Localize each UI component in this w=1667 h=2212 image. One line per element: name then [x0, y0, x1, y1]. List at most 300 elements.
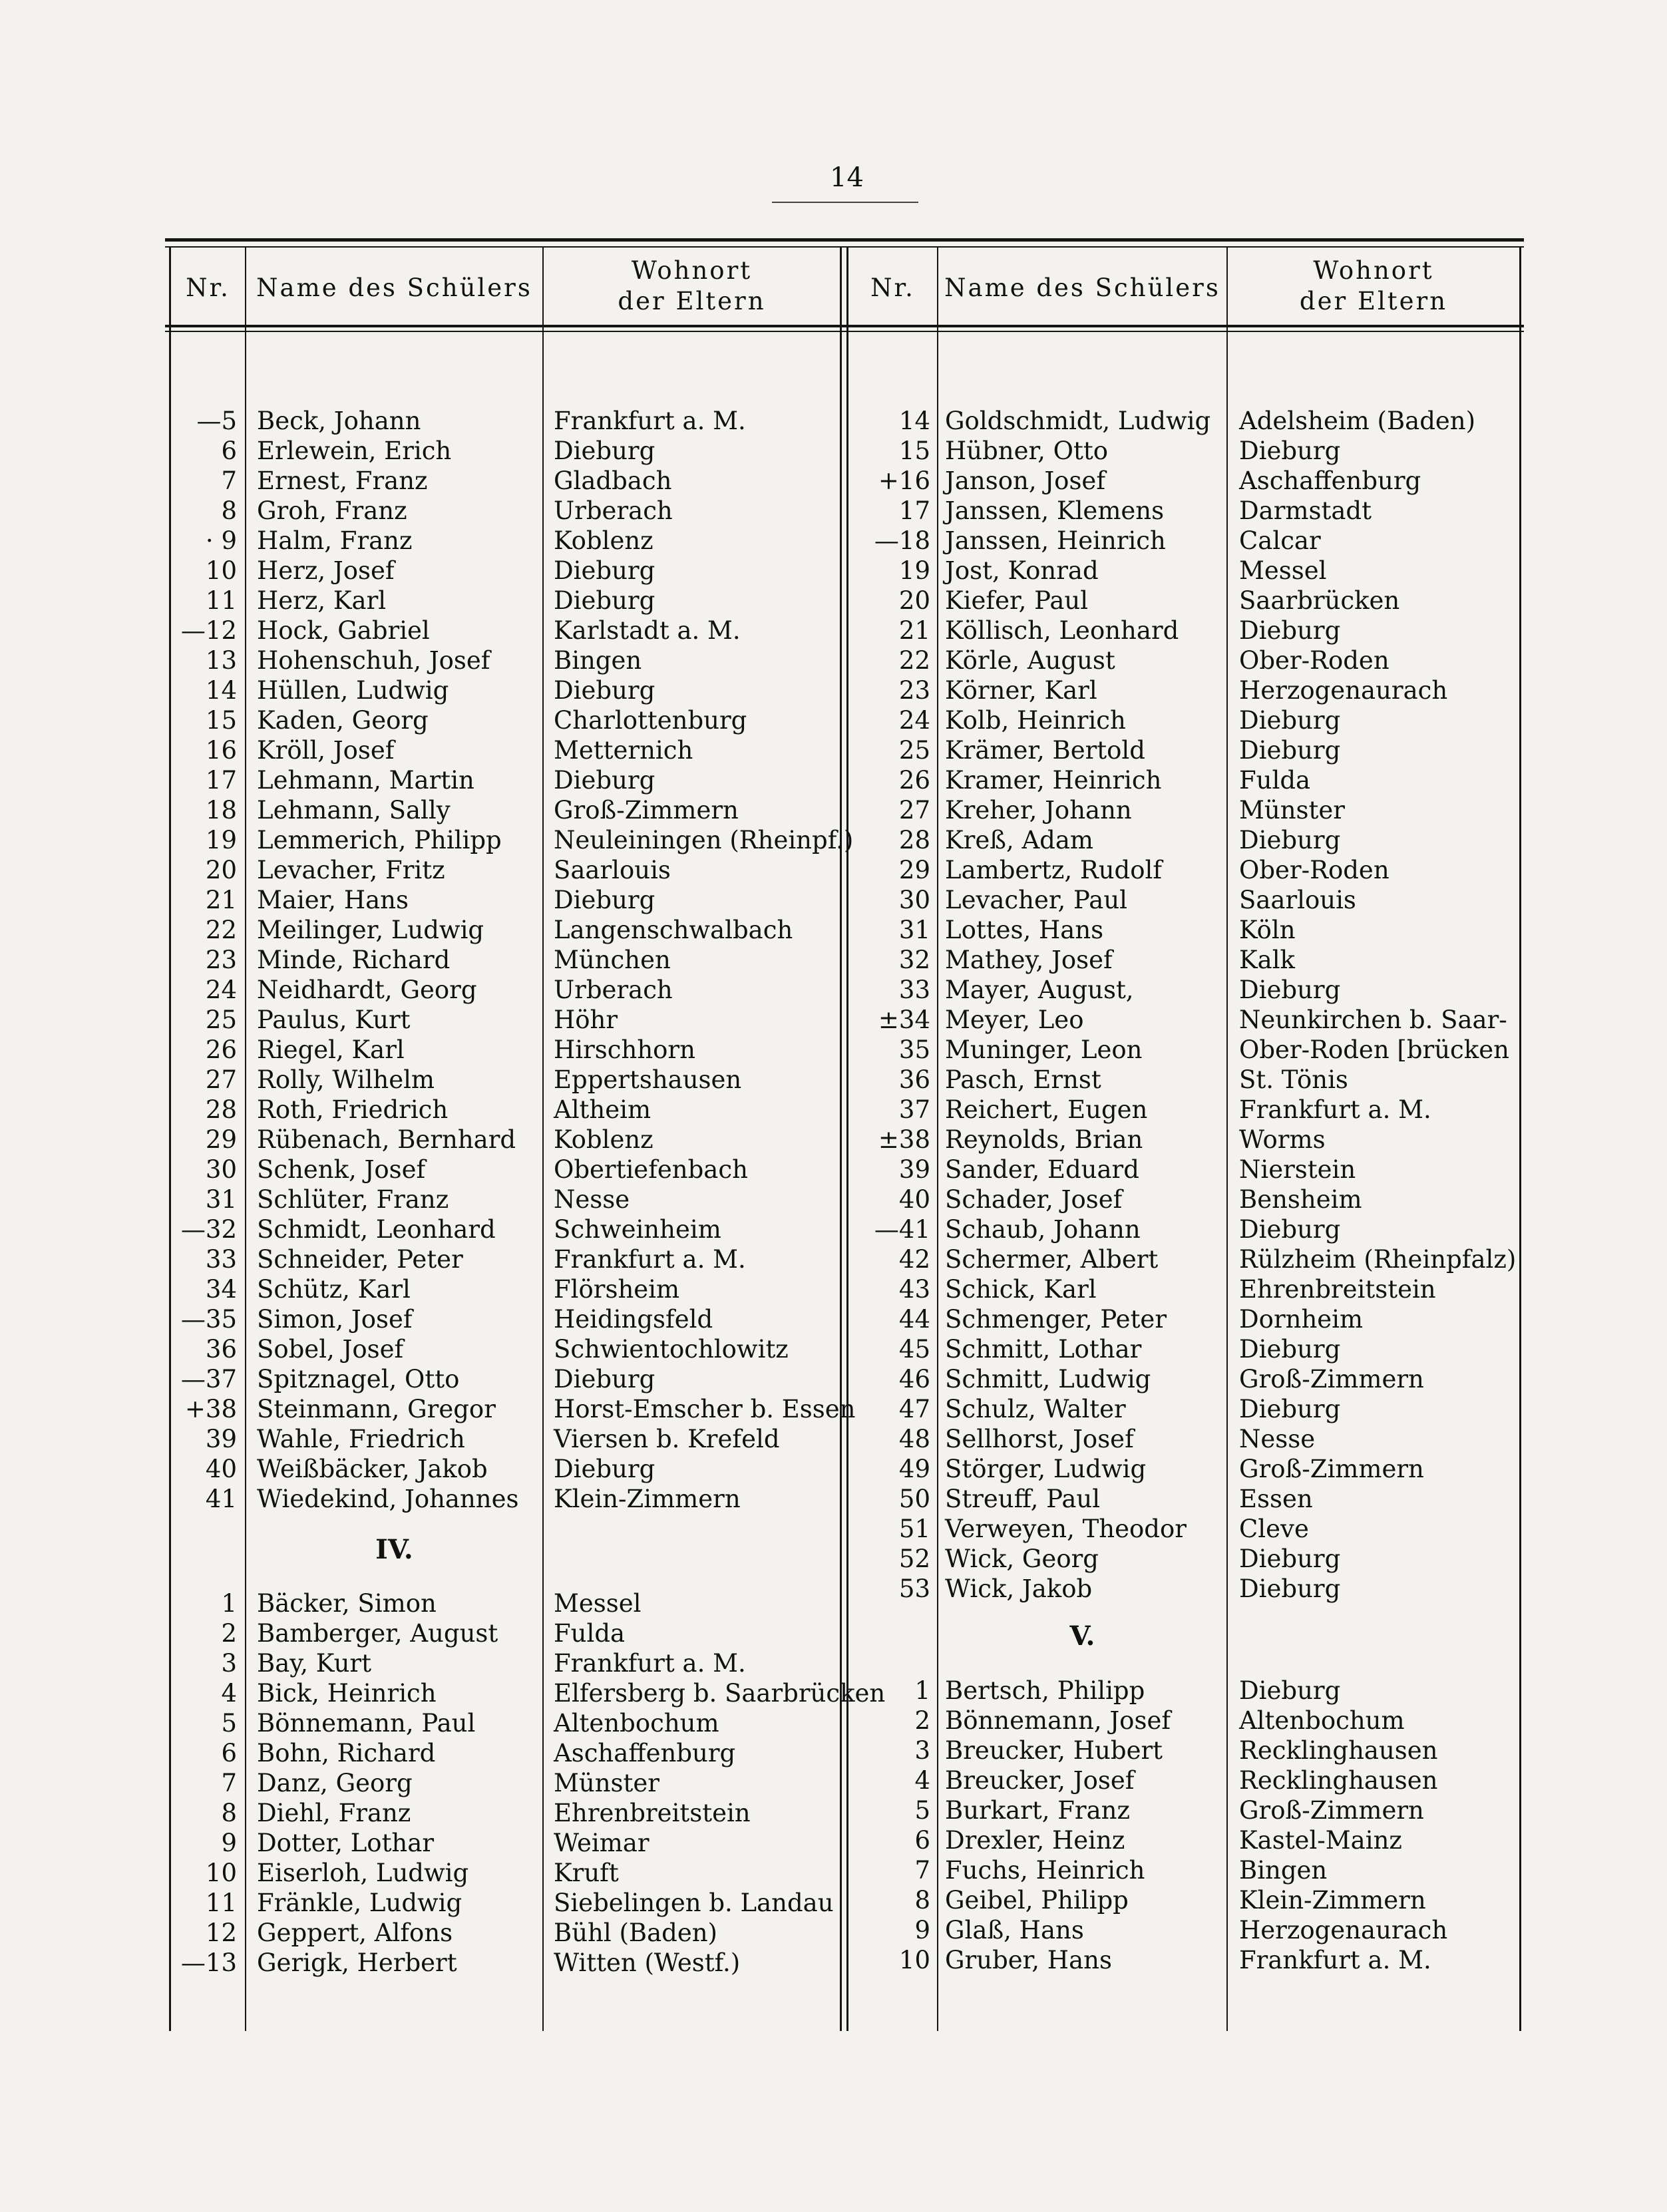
table-row: [0, 1544, 1531, 1574]
student-name: Gruber, Hans: [945, 1946, 1112, 1974]
student-name: Janssen, Klemens: [945, 496, 1165, 525]
table-row: [0, 885, 1531, 915]
student-name: Meyer, Leo: [945, 1006, 1084, 1034]
table-row: [0, 1945, 1531, 1975]
table-row: [0, 466, 1531, 496]
table-row: [0, 1825, 1531, 1855]
student-number: 36: [205, 1335, 237, 1364]
parents-residence: Saarlouis: [554, 856, 671, 884]
student-name: Schmitt, Ludwig: [945, 1365, 1151, 1393]
student-number: 52: [898, 1545, 930, 1573]
student-name: Dotter, Lothar: [257, 1829, 435, 1857]
student-name: Wiedekind, Johannes: [257, 1485, 519, 1513]
parents-residence: Bühl (Baden): [554, 1919, 717, 1947]
table-row: [0, 1885, 1531, 1915]
header-wohnort-sub: der Eltern: [1299, 287, 1448, 315]
student-number: 29: [205, 1125, 237, 1154]
parents-residence: Bingen: [1239, 1856, 1328, 1885]
table-row: [0, 1334, 1531, 1364]
student-number: —37: [180, 1365, 237, 1393]
parents-residence: Dieburg: [554, 437, 655, 465]
student-name: Kramer, Heinrich: [945, 766, 1162, 795]
student-number: —35: [180, 1305, 237, 1334]
student-number: ±38: [878, 1125, 930, 1154]
student-number: 8: [914, 1886, 930, 1915]
table-row: [0, 855, 1531, 885]
parents-residence: Obertiefenbach: [554, 1155, 748, 1184]
table-row: [0, 795, 1531, 825]
student-name: Schlüter, Franz: [257, 1185, 449, 1214]
student-name: Steinmann, Gregor: [257, 1395, 496, 1423]
student-name: Geibel, Philipp: [945, 1886, 1129, 1915]
student-name: Fuchs, Heinrich: [945, 1856, 1145, 1885]
student-name: Wick, Jakob: [945, 1574, 1093, 1603]
student-name: Breucker, Hubert: [945, 1736, 1163, 1765]
student-name: Schermer, Albert: [945, 1245, 1159, 1274]
parents-residence: Dieburg: [1239, 1545, 1341, 1573]
student-name: Bönnemann, Paul: [257, 1709, 476, 1738]
student-number: · 9: [205, 526, 237, 555]
parents-residence: Urberach: [554, 496, 673, 525]
student-name: Herz, Karl: [257, 586, 387, 615]
student-number: 45: [898, 1335, 930, 1364]
table-row: [0, 1618, 1531, 1648]
student-number: 27: [205, 1065, 237, 1094]
student-number: —12: [180, 616, 237, 645]
table-row: [0, 436, 1531, 466]
parents-residence: Dieburg: [1239, 1676, 1341, 1705]
student-name: Bick, Heinrich: [257, 1679, 437, 1708]
student-name: Minde, Richard: [257, 946, 451, 974]
student-name: Kiefer, Paul: [945, 586, 1089, 615]
student-number: 2: [221, 1619, 237, 1648]
parents-residence: Ober-Roden: [1239, 856, 1389, 884]
student-number: 13: [205, 646, 237, 675]
student-number: 47: [898, 1395, 930, 1423]
student-name: Breucker, Josef: [945, 1766, 1135, 1795]
parents-residence: Messel: [1239, 556, 1327, 585]
student-number: 15: [205, 706, 237, 735]
student-name: Sobel, Josef: [257, 1335, 404, 1364]
parents-residence: Weimar: [554, 1829, 649, 1857]
student-name: Herz, Josef: [257, 556, 395, 585]
student-number: 5: [914, 1796, 930, 1825]
student-name: Streuff, Paul: [945, 1485, 1101, 1513]
parents-residence: Darmstadt: [1239, 496, 1372, 525]
student-name: Körner, Karl: [945, 676, 1097, 705]
student-name: Paulus, Kurt: [257, 1006, 411, 1034]
parents-residence: Schweinheim: [554, 1215, 721, 1244]
parents-residence: Kruft: [554, 1859, 619, 1887]
student-number: 30: [898, 886, 930, 914]
student-number: 42: [898, 1245, 930, 1274]
table-row: [0, 1484, 1531, 1514]
student-number: 50: [898, 1485, 930, 1513]
student-number: 5: [221, 1709, 237, 1738]
parents-residence: Altheim: [554, 1095, 651, 1124]
student-name: Kaden, Georg: [257, 706, 429, 735]
student-number: 1: [914, 1676, 930, 1705]
parents-residence: St. Tönis: [1239, 1065, 1348, 1094]
student-name: Maier, Hans: [257, 886, 409, 914]
student-number: 23: [898, 676, 930, 705]
parents-residence: Calcar: [1239, 526, 1321, 555]
parents-residence: Altenbochum: [1239, 1706, 1405, 1735]
student-number: 2: [914, 1706, 930, 1735]
student-name: Halm, Franz: [257, 526, 413, 555]
student-name: Burkart, Franz: [945, 1796, 1131, 1825]
student-name: Schulz, Walter: [945, 1395, 1126, 1423]
parents-residence: Ehrenbreitstein: [554, 1799, 751, 1827]
student-number: 25: [205, 1006, 237, 1034]
student-number: 16: [205, 736, 237, 765]
student-name: Pasch, Ernst: [945, 1065, 1101, 1094]
student-name: Bay, Kurt: [257, 1649, 371, 1678]
parents-residence: Nierstein: [1239, 1155, 1356, 1184]
student-number: 28: [205, 1095, 237, 1124]
parents-residence: Aschaffenburg: [1239, 466, 1421, 495]
section-label-iv: IV.: [375, 1534, 413, 1565]
student-number: 10: [205, 1859, 237, 1887]
table-top-rule-thin: [165, 246, 1524, 248]
parents-residence: Köln: [1239, 916, 1296, 944]
student-name: Lemmerich, Philipp: [257, 826, 502, 854]
student-name: Beck, Johann: [257, 407, 421, 435]
student-name: Schader, Josef: [945, 1185, 1123, 1214]
student-name: Sellhorst, Josef: [945, 1425, 1134, 1453]
parents-residence: Dieburg: [1239, 616, 1341, 645]
student-number: 19: [205, 826, 237, 854]
student-name: Lottes, Hans: [945, 916, 1104, 944]
student-name: Spitznagel, Otto: [257, 1365, 460, 1393]
table-row: [0, 1736, 1531, 1765]
parents-residence: Dieburg: [1239, 437, 1341, 465]
student-number: 4: [914, 1766, 930, 1795]
parents-residence: Adelsheim (Baden): [1239, 407, 1476, 435]
student-name: Köllisch, Leonhard: [945, 616, 1179, 645]
student-number: 21: [898, 616, 930, 645]
table-row: [0, 915, 1531, 945]
student-name: Schneider, Peter: [257, 1245, 463, 1274]
student-name: Krämer, Bertold: [945, 736, 1145, 765]
parents-residence: Frankfurt a. M.: [554, 1245, 746, 1274]
student-number: —41: [874, 1215, 930, 1244]
student-number: 39: [205, 1425, 237, 1453]
student-number: 19: [898, 556, 930, 585]
parents-residence: Kastel-Mainz: [1239, 1826, 1402, 1855]
student-name: Kreher, Johann: [945, 796, 1132, 825]
table-row: [0, 1274, 1531, 1304]
parents-residence: Flörsheim: [554, 1275, 680, 1304]
parents-residence: Dieburg: [1239, 1574, 1341, 1603]
table-row: [0, 765, 1531, 795]
table-row: [0, 1795, 1531, 1825]
student-name: Verweyen, Theodor: [945, 1515, 1187, 1543]
parents-residence: Rülzheim (Rheinpfalz): [1239, 1245, 1517, 1274]
parents-residence: Aschaffenburg: [554, 1739, 736, 1767]
student-name: Rübenach, Bernhard: [257, 1125, 516, 1154]
table-row: [0, 1706, 1531, 1736]
student-name: Janssen, Heinrich: [945, 526, 1166, 555]
student-number: 48: [898, 1425, 930, 1453]
parents-residence: Groß-Zimmern: [554, 796, 739, 825]
table-row: [0, 1244, 1531, 1274]
student-number: 7: [221, 1769, 237, 1797]
table-row: [0, 1364, 1531, 1394]
parents-residence: Saarlouis: [1239, 886, 1356, 914]
student-number: 6: [221, 1739, 237, 1767]
student-number: 24: [205, 976, 237, 1004]
student-number: 33: [205, 1245, 237, 1274]
student-name: Roth, Friedrich: [257, 1095, 449, 1124]
student-number: 22: [205, 916, 237, 944]
parents-residence: Worms: [1239, 1125, 1326, 1154]
student-name: Bertsch, Philipp: [945, 1676, 1145, 1705]
parents-residence: Nesse: [1239, 1425, 1316, 1453]
student-name: Schmidt, Leonhard: [257, 1215, 496, 1244]
header-nr: Nr.: [186, 274, 230, 302]
parents-residence: Dieburg: [1239, 706, 1341, 735]
table-row: [0, 496, 1531, 526]
student-number: 7: [914, 1856, 930, 1885]
student-name: Levacher, Fritz: [257, 856, 445, 884]
parents-residence: Dieburg: [554, 676, 655, 705]
table-row: [0, 705, 1531, 735]
parents-residence: Nesse: [554, 1185, 630, 1214]
table-row: [0, 556, 1531, 586]
student-name: Meilinger, Ludwig: [257, 916, 484, 944]
parents-residence: Fulda: [554, 1619, 626, 1648]
student-number: 21: [205, 886, 237, 914]
table-row: [0, 1125, 1531, 1155]
student-number: 28: [898, 826, 930, 854]
table-row: [0, 1185, 1531, 1214]
student-number: 27: [898, 796, 930, 825]
table-row: [0, 975, 1531, 1005]
student-name: Schütz, Karl: [257, 1275, 411, 1304]
header-nr: Nr.: [870, 274, 915, 302]
parents-residence: Schwientochlowitz: [554, 1335, 789, 1364]
student-number: 31: [898, 916, 930, 944]
student-name: Bamberger, August: [257, 1619, 498, 1648]
student-name: Schick, Karl: [945, 1275, 1097, 1304]
parents-residence: Fulda: [1239, 766, 1311, 795]
parents-residence: Elfersberg b. Saarbrücken: [554, 1679, 886, 1708]
parents-residence: Dieburg: [1239, 826, 1341, 854]
header-bottom-rule-thin: [165, 331, 1524, 332]
parents-residence: Metternich: [554, 736, 693, 765]
table-row: [0, 1005, 1531, 1035]
student-name: Rolly, Wilhelm: [257, 1065, 435, 1094]
student-name: Eiserloh, Ludwig: [257, 1859, 469, 1887]
student-number: ±34: [878, 1006, 930, 1034]
student-name: Störger, Ludwig: [945, 1455, 1147, 1483]
header-name: Name des Schülers: [256, 274, 532, 302]
table-row: [0, 1514, 1531, 1544]
student-number: 3: [221, 1649, 237, 1678]
student-number: 17: [898, 496, 930, 525]
student-number: 15: [898, 437, 930, 465]
student-number: 11: [205, 1889, 237, 1917]
table-row: [0, 645, 1531, 675]
parents-residence: Neuleiningen (Rheinpf.): [554, 826, 854, 854]
student-name: Sander, Eduard: [945, 1155, 1139, 1184]
parents-residence: Viersen b. Krefeld: [554, 1425, 780, 1453]
student-name: Kreß, Adam: [945, 826, 1094, 854]
student-name: Reichert, Eugen: [945, 1095, 1148, 1124]
parents-residence: Cleve: [1239, 1515, 1309, 1543]
student-name: Fränkle, Ludwig: [257, 1889, 463, 1917]
parents-residence: Ehrenbreitstein: [1239, 1275, 1436, 1304]
student-number: 14: [205, 676, 237, 705]
student-name: Goldschmidt, Ludwig: [945, 407, 1211, 435]
student-number: 6: [914, 1826, 930, 1855]
parents-residence: Dieburg: [554, 886, 655, 914]
parents-residence: Witten (Westf.): [554, 1948, 741, 1977]
table-row: [0, 945, 1531, 975]
student-number: 4: [221, 1679, 237, 1708]
student-name: Hüllen, Ludwig: [257, 676, 449, 705]
student-name: Hohenschuh, Josef: [257, 646, 490, 675]
parents-residence: Recklinghausen: [1239, 1766, 1438, 1795]
parents-residence: Herzogenaurach: [1239, 676, 1448, 705]
student-name: Erlewein, Erich: [257, 437, 452, 465]
parents-residence: Dieburg: [1239, 1335, 1341, 1364]
parents-residence: Neunkirchen b. Saar-: [1239, 1006, 1507, 1034]
parents-residence: Klein-Zimmern: [554, 1485, 741, 1513]
parents-residence: Dieburg: [554, 1455, 655, 1483]
student-number: 33: [898, 976, 930, 1004]
student-name: Hock, Gabriel: [257, 616, 430, 645]
parents-residence: Messel: [554, 1589, 642, 1618]
table-row: [0, 675, 1531, 705]
student-number: 30: [205, 1155, 237, 1184]
student-name: Glaß, Hans: [945, 1916, 1084, 1944]
table-row: [0, 526, 1531, 556]
student-number: 53: [898, 1574, 930, 1603]
student-name: Danz, Georg: [257, 1769, 413, 1797]
student-number: 20: [898, 586, 930, 615]
page-number: 14: [830, 162, 864, 193]
parents-residence: Frankfurt a. M.: [1239, 1095, 1431, 1124]
student-number: 25: [898, 736, 930, 765]
header-wohnort: Wohnort: [631, 256, 753, 285]
student-number: 39: [898, 1155, 930, 1184]
table-row: [0, 1855, 1531, 1885]
student-number: 46: [898, 1365, 930, 1393]
student-number: 41: [205, 1485, 237, 1513]
student-number: 22: [898, 646, 930, 675]
table-row: [0, 1394, 1531, 1424]
student-number: —18: [874, 526, 930, 555]
student-name: Gerigk, Herbert: [257, 1948, 457, 1977]
student-number: 44: [898, 1305, 930, 1334]
student-name: Geppert, Alfons: [257, 1919, 453, 1947]
parents-residence: Siebelingen b. Landau: [554, 1889, 834, 1917]
parents-residence: Kalk: [1239, 946, 1295, 974]
table-row: [0, 616, 1531, 645]
student-name: Schmenger, Peter: [945, 1305, 1167, 1334]
parents-residence: Frankfurt a. M.: [1239, 1946, 1431, 1974]
student-name: Jost, Konrad: [945, 556, 1099, 585]
table-row: [0, 825, 1531, 855]
parents-residence: Koblenz: [554, 526, 653, 555]
parents-residence: Heidingsfeld: [554, 1305, 713, 1334]
table-top-rule: [165, 238, 1524, 242]
parents-residence: Bingen: [554, 646, 642, 675]
table-row: [0, 1304, 1531, 1334]
table-row: [0, 1065, 1531, 1095]
student-number: 23: [205, 946, 237, 974]
parents-residence: Dieburg: [554, 766, 655, 795]
parents-residence: Bensheim: [1239, 1185, 1362, 1214]
table-row: [0, 1648, 1531, 1678]
student-number: 26: [898, 766, 930, 795]
student-name: Ernest, Franz: [257, 466, 428, 495]
student-number: 8: [221, 1799, 237, 1827]
parents-residence: Dieburg: [1239, 1395, 1341, 1423]
parents-residence: Langenschwalbach: [554, 916, 793, 944]
student-number: 7: [221, 466, 237, 495]
student-number: 32: [898, 946, 930, 974]
table-row: [0, 1095, 1531, 1125]
parents-residence: Dornheim: [1239, 1305, 1364, 1334]
student-name: Wick, Georg: [945, 1545, 1099, 1573]
header-bottom-rule: [165, 325, 1524, 327]
student-name: Mathey, Josef: [945, 946, 1113, 974]
student-name: Schaub, Johann: [945, 1215, 1141, 1244]
table-row: [0, 1574, 1531, 1604]
header-wohnort-sub: der Eltern: [618, 287, 766, 315]
parents-residence: Frankfurt a. M.: [554, 1649, 746, 1678]
table-row: [0, 1454, 1531, 1484]
student-number: +16: [878, 466, 930, 495]
table-row: [0, 1424, 1531, 1454]
student-name: Muninger, Leon: [945, 1035, 1143, 1064]
student-number: 29: [898, 856, 930, 884]
parents-residence: Essen: [1239, 1485, 1313, 1513]
parents-residence: Klein-Zimmern: [1239, 1886, 1426, 1915]
parents-residence: Charlottenburg: [554, 706, 747, 735]
student-name: Drexler, Heinz: [945, 1826, 1125, 1855]
student-name: Schmitt, Lothar: [945, 1335, 1142, 1364]
student-name: Reynolds, Brian: [945, 1125, 1143, 1154]
header-wohnort: Wohnort: [1313, 256, 1434, 285]
table-row: [0, 406, 1531, 436]
parents-residence: Dieburg: [554, 556, 655, 585]
student-name: Wahle, Friedrich: [257, 1425, 465, 1453]
student-name: Mayer, August,: [945, 976, 1134, 1004]
student-name: Diehl, Franz: [257, 1799, 411, 1827]
parents-residence: Ober-Roden [brücken: [1239, 1035, 1509, 1064]
parents-residence: Dieburg: [554, 1365, 655, 1393]
student-name: Lambertz, Rudolf: [945, 856, 1163, 884]
parents-residence: Groß-Zimmern: [1239, 1455, 1424, 1483]
student-number: 12: [205, 1919, 237, 1947]
student-number: 26: [205, 1035, 237, 1064]
student-number: 49: [898, 1455, 930, 1483]
student-name: Lehmann, Martin: [257, 766, 474, 795]
parents-residence: München: [554, 946, 671, 974]
parents-residence: Münster: [1239, 796, 1345, 825]
parents-residence: Ober-Roden: [1239, 646, 1389, 675]
table-row: [0, 1035, 1531, 1065]
parents-residence: Eppertshausen: [554, 1065, 742, 1094]
student-number: 24: [898, 706, 930, 735]
student-number: 10: [205, 556, 237, 585]
student-name: Kröll, Josef: [257, 736, 395, 765]
student-number: 31: [205, 1185, 237, 1214]
